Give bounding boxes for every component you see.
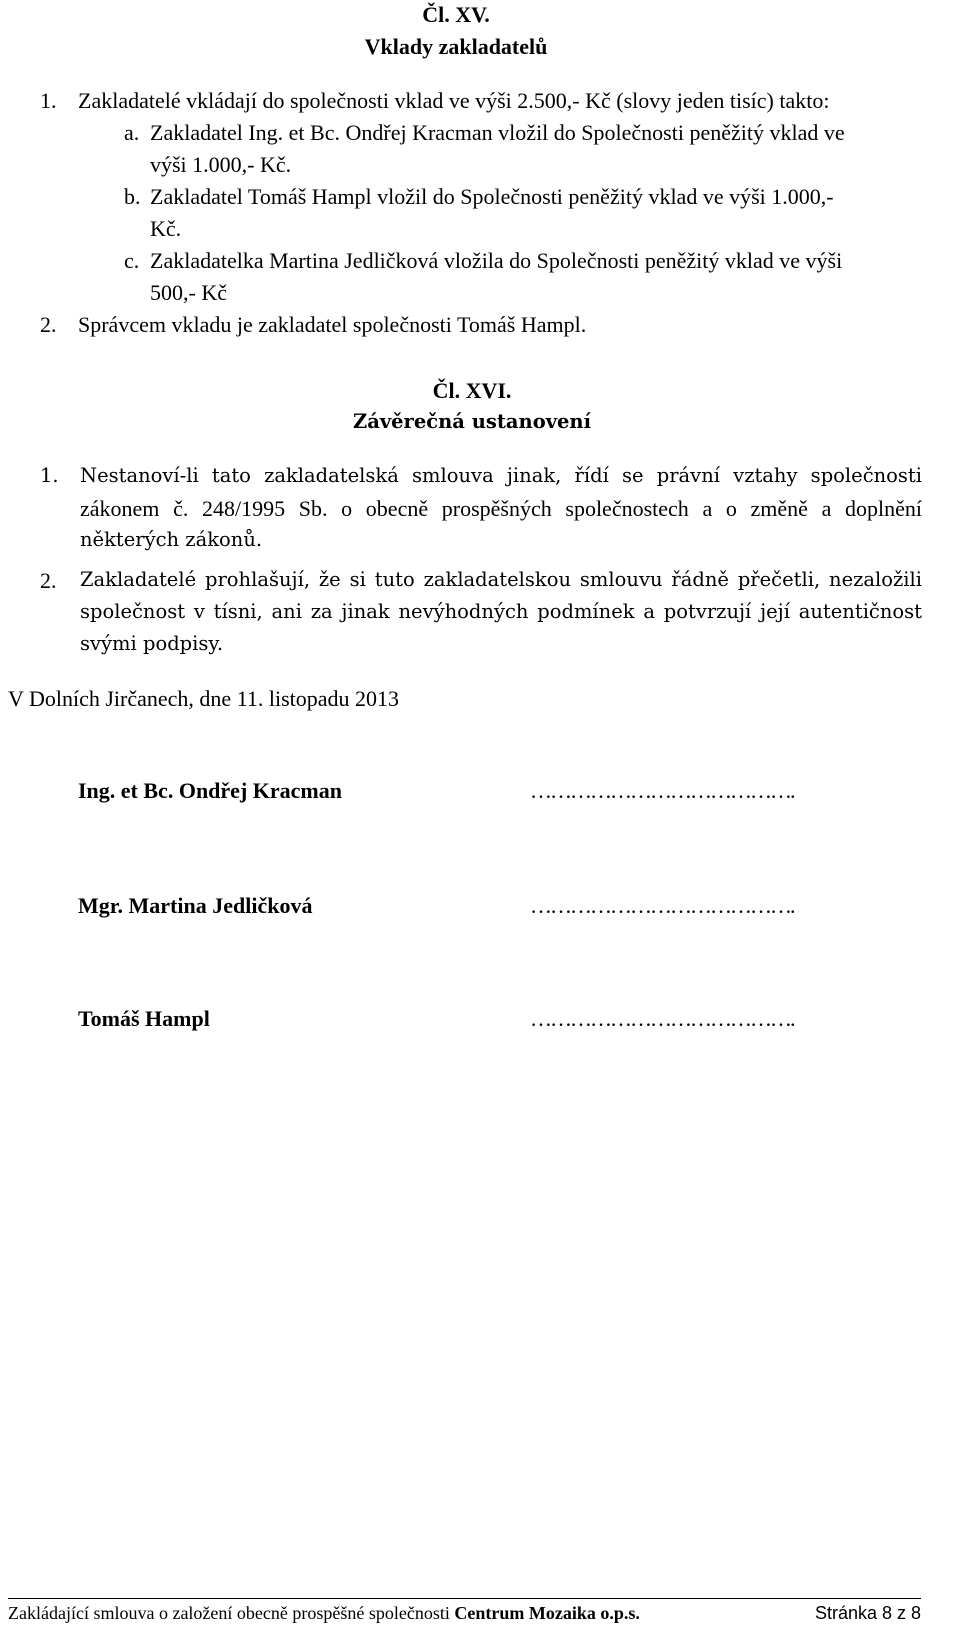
list-item-b-line2: Kč. xyxy=(150,216,182,241)
clause-text-line: Nestanoví-li tato zakladatelská smlouva jinak, řídí se právní vztahy společnosti xyxy=(80,464,922,487)
footer-text: Zakládající smlouva o založení obecně prospěšné společnosti xyxy=(8,1603,450,1623)
clause-number: 1. xyxy=(40,464,59,487)
footer-rule xyxy=(8,1598,921,1599)
signature-line: …………………………………. xyxy=(530,778,794,803)
place-and-date: V Dolních Jirčanech, dne 11. listopadu 2013 xyxy=(8,686,400,711)
article-15-title: Vklady zakladatelů xyxy=(364,34,548,59)
list-letter-c: c. xyxy=(124,248,140,273)
signature-line: …………………………………. xyxy=(530,893,794,918)
clause-number: 1. xyxy=(40,88,57,113)
article-16-heading: Čl. XVI. xyxy=(432,378,512,403)
clause-text-line: některých zákonů. xyxy=(80,528,263,551)
article-15-heading: Čl. XV. xyxy=(422,2,490,27)
signature-line: …………………………………. xyxy=(530,1006,794,1031)
page-number: Stránka 8 z 8 xyxy=(814,1603,921,1623)
list-letter-b: b. xyxy=(124,184,141,209)
list-item-c-line2: 500,- Kč xyxy=(150,280,227,305)
signatory-name: Mgr. Martina Jedličková xyxy=(78,893,313,918)
list-item-b-line1: Zakladatel Tomáš Hampl vložil do Společnosti peněžitý vklad ve výši 1.000,- xyxy=(150,184,834,209)
clause-text-line: společnost v tísni, ani za jinak nevýhodných podmínek a potvrzují její autentičnost xyxy=(80,600,922,623)
clause-number: 2. xyxy=(40,312,57,337)
list-letter-a: a. xyxy=(124,120,140,145)
clause-text-line: Zakladatelé prohlašují, že si tuto zakladatelskou smlouvu řádně přečetli, nezaložili xyxy=(80,568,922,591)
footer-organization: Centrum Mozaika o.p.s. xyxy=(454,1603,640,1623)
signatory-name: Tomáš Hampl xyxy=(78,1006,210,1031)
clause-number: 2. xyxy=(40,568,57,593)
clause-text: Správcem vkladu je zakladatel společnosti Tomáš Hampl. xyxy=(78,312,587,337)
clause-text-line: zákonem č. 248/1995 Sb. o obecně prospěšných společnostech a o změně a doplnění xyxy=(80,496,922,521)
page-footer xyxy=(8,1603,921,1624)
footer-title xyxy=(8,1603,640,1624)
list-item-c-line1: Zakladatelka Martina Jedličková vložila do Společnosti peněžitý vklad ve výši xyxy=(150,248,843,273)
clause-text-line: svými podpisy. xyxy=(80,632,224,655)
list-item-a-line2: výši 1.000,- Kč. xyxy=(150,152,292,177)
article-16-title: Závěrečná ustanovení xyxy=(352,410,592,433)
list-item-a-line1: Zakladatel Ing. et Bc. Ondřej Kracman vložil do Společnosti peněžitý vklad ve xyxy=(150,120,845,145)
clause-text: Zakladatelé vkládají do společnosti vklad ve výši 2.500,- Kč (slovy jeden tisíc) takto: xyxy=(78,88,830,113)
signatory-name: Ing. et Bc. Ondřej Kracman xyxy=(78,778,342,803)
